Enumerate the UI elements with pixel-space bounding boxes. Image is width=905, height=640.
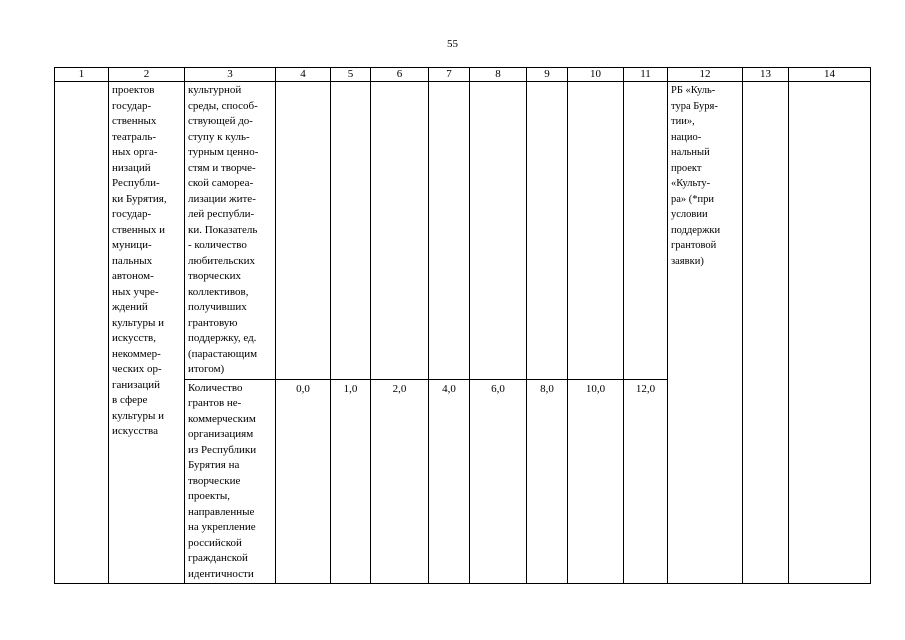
header-cell-7: 7 [429,68,470,82]
header-cell-13: 13 [743,68,789,82]
header-cell-5: 5 [331,68,371,82]
row2-value-5: 1,0 [331,379,371,584]
header-cell-14: 14 [789,68,871,82]
header-cell-11: 11 [624,68,668,82]
header-cell-10: 10 [568,68,624,82]
row1-cell-10 [568,82,624,380]
header-cell-12: 12 [668,68,743,82]
header-cell-3: 3 [185,68,276,82]
header-cell-9: 9 [527,68,568,82]
header-cell-6: 6 [371,68,429,82]
header-row [55,68,871,82]
row2-value-10: 10,0 [568,379,624,584]
col13-cell [743,82,789,584]
row2-value-8: 6,0 [470,379,527,584]
row1-cell-9 [527,82,568,380]
row2-value-6: 2,0 [371,379,429,584]
row1-indicator-text: культурной среды, способ- ствующей до- ступу к куль- турным ценно- стям и творче- ской самореа- лизации жите- лей республи- ки. Показатель - количество любительских творческих коллективов, получивших грантовую поддержку, ед. (парастающим итогом) [185,82,276,380]
row2-indicator-text: Количество грантов не- коммерческим организациям из Республики Бурятия на творческие проекты, направленные на укрепление российской гражданской идентичности [185,379,276,584]
row2-value-9: 8,0 [527,379,568,584]
row1-cell-6 [371,82,429,380]
col2-cell: проектов государ- ственных театраль- ных орга- низаций Республи- ки Бурятия, государ- ственных и муници- пальных автоном- ных учре- ждений культуры и искусств, некоммер- ческих ор- ганизаций в сфере культуры и искусства [109,82,185,584]
page-number: 55 [447,38,458,50]
row1-cell-4 [276,82,331,380]
row1-cell-7 [429,82,470,380]
row2-value-7: 4,0 [429,379,470,584]
row1-cell-5 [331,82,371,380]
col12-cell: РБ «Куль- тура Буря- тии», нацио- нальный проект «Культу- ра» (*при условии поддержки грантовой заявки) [668,82,743,584]
header-cell-8: 8 [470,68,527,82]
row1-cell-8 [470,82,527,380]
header-cell-2: 2 [109,68,185,82]
col14-cell [789,82,871,584]
header-cell-4: 4 [276,68,331,82]
table-row [55,82,871,380]
header-cell-1: 1 [55,68,109,82]
col1-cell [55,82,109,584]
row1-cell-11 [624,82,668,380]
row2-value-4: 0,0 [276,379,331,584]
indicator-table [54,67,871,584]
row2-value-11: 12,0 [624,379,668,584]
